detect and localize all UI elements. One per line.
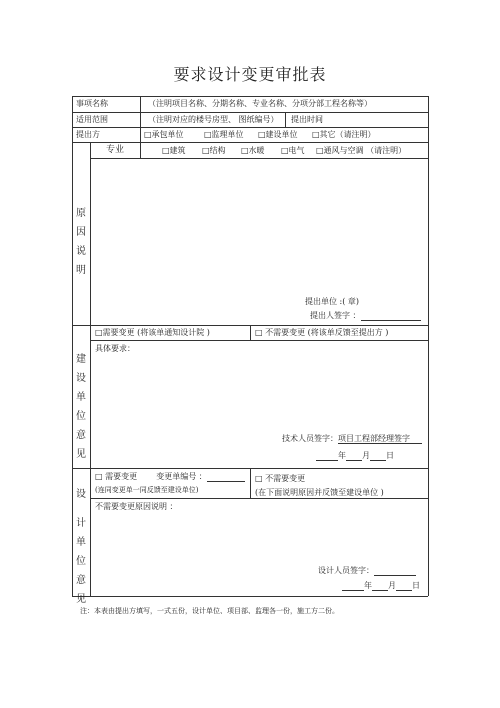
table-top-border (72, 96, 428, 97)
scope-label: 适用范围 (76, 115, 108, 124)
owner-month-label: 月 (362, 451, 370, 460)
owner-option-divider (250, 325, 251, 340)
discipline-option-architecture[interactable]: □建筑 (162, 146, 186, 155)
owner-year-field[interactable] (316, 451, 338, 461)
proposer-option-supervisor[interactable]: □监理单位 (204, 130, 244, 139)
designer-option-divider (250, 468, 251, 498)
time-column-divider (285, 112, 286, 127)
owner-day-field[interactable] (370, 451, 386, 461)
owner-side-char: 见 (76, 449, 86, 460)
owner-requirement-area[interactable] (92, 356, 426, 432)
label-column-divider (140, 96, 141, 142)
discipline-option-hvac[interactable]: □通风与空调 （请注明） (316, 146, 407, 155)
change-number-field[interactable] (207, 472, 245, 482)
designer-day-label: 日 (412, 581, 420, 590)
designer-sign-label: 设计人员签字： (318, 566, 374, 575)
discipline-option-plumbing[interactable]: □水暖 (241, 146, 265, 155)
designer-change-note: (连同变更单一同反馈至建设单位) (95, 486, 199, 494)
designer-nochange-note: (在下面说明原因并反馈至建设单位 ) (255, 488, 384, 497)
owner-side-char: 建 (76, 354, 86, 365)
row-divider (72, 127, 428, 128)
form-footnote: 注：本表由提出方填写，一式五份，设计单位、项目部、监理各一份，施工方二份。 (80, 607, 339, 615)
designer-day-field[interactable] (396, 581, 412, 591)
designer-year-label: 年 (364, 581, 372, 590)
discipline-option-structure[interactable]: □结构 (202, 146, 226, 155)
proposer-option-other[interactable]: □其它（请注明） (312, 130, 376, 139)
designer-side-char: 位 (76, 556, 86, 567)
row-divider (90, 340, 428, 341)
proposer-label: 提出方 (76, 130, 100, 139)
owner-option-need-change[interactable]: □需要变更 (将该单通知设计院 ) (95, 328, 210, 337)
owner-date-row (316, 451, 394, 461)
owner-requirement-label: 具体要求： (95, 344, 135, 353)
designer-side-char: 单 (76, 537, 86, 548)
discipline-option-electrical[interactable]: □电气 (281, 146, 305, 155)
row-divider (72, 112, 428, 113)
tech-sign-value[interactable]: 项目工程部经理签字 (338, 434, 410, 443)
designer-sign-row (318, 566, 416, 576)
designer-side-char: 见 (76, 594, 86, 605)
side-label-divider (90, 142, 91, 596)
designer-side-char: 意 (76, 575, 86, 586)
designer-side-char: 设 (76, 489, 86, 500)
designer-side-label (74, 485, 88, 609)
owner-option-no-change[interactable]: □ 不需要变更 (将该单反馈至提出方 ) (255, 328, 389, 337)
proposer-sign-line[interactable] (361, 311, 421, 321)
reason-side-char: 因 (76, 227, 86, 238)
owner-day-label: 日 (386, 451, 394, 460)
owner-side-char: 单 (76, 392, 86, 403)
proposer-option-owner[interactable]: □建设单位 (258, 130, 298, 139)
designer-month-label: 月 (388, 581, 396, 590)
designer-change-row (95, 472, 245, 482)
owner-side-char: 位 (76, 411, 86, 422)
table-left-border (72, 96, 73, 596)
discipline-label: 专业 (106, 145, 125, 155)
table-right-border (428, 96, 429, 596)
designer-side-char: 计 (76, 518, 86, 529)
reason-side-char: 说 (76, 246, 86, 257)
reason-text-area[interactable] (92, 160, 426, 296)
designer-option-need-change[interactable]: □ 需要变更 (95, 472, 138, 481)
owner-tech-sign-row (282, 434, 422, 444)
reason-side-label (74, 204, 88, 280)
scope-hint: （注明对应的楼号房型、 图纸编号） (148, 115, 279, 124)
designer-option-no-change[interactable]: □ 不需要变更 (255, 474, 306, 483)
item-name-label: 事项名称 (76, 99, 108, 108)
label-column-divider (140, 142, 141, 158)
row-divider (90, 158, 428, 159)
designer-sign-field[interactable] (374, 566, 416, 576)
designer-reason-area[interactable] (92, 514, 426, 564)
table-bottom-border (72, 596, 428, 597)
owner-year-label: 年 (338, 451, 346, 460)
tech-sign-label: 技术人员签字： (282, 434, 338, 443)
tech-sign-line-tail (410, 434, 422, 444)
proposer-sign-text: 提出人签字 ： (310, 311, 361, 320)
proposal-time-label: 提出时间 (291, 115, 323, 124)
item-name-hint: （注明项目名称、分期名称、专业名称、分项分部工程名称等） (148, 99, 372, 108)
proposer-option-contractor[interactable]: □承包单位 (144, 130, 184, 139)
row-divider (90, 498, 428, 499)
designer-reason-label: 不需要变更原因说明 ： (95, 502, 178, 511)
designer-month-field[interactable] (372, 581, 388, 591)
designer-date-row (342, 581, 420, 591)
row-divider (72, 142, 428, 143)
reason-side-char: 明 (76, 265, 86, 276)
reason-side-char: 原 (76, 208, 86, 219)
designer-year-field[interactable] (342, 581, 364, 591)
proposer-sign-label (310, 311, 421, 321)
proposer-unit-seal-label: 提出单位 :( 章) (305, 297, 360, 306)
page-title: 要求设计变更审批表 (173, 65, 327, 84)
change-number-label: 变更单编号 ： (156, 472, 207, 481)
owner-month-field[interactable] (346, 451, 362, 461)
owner-side-label (74, 350, 88, 464)
owner-side-char: 设 (76, 373, 86, 384)
owner-side-char: 意 (76, 430, 86, 441)
